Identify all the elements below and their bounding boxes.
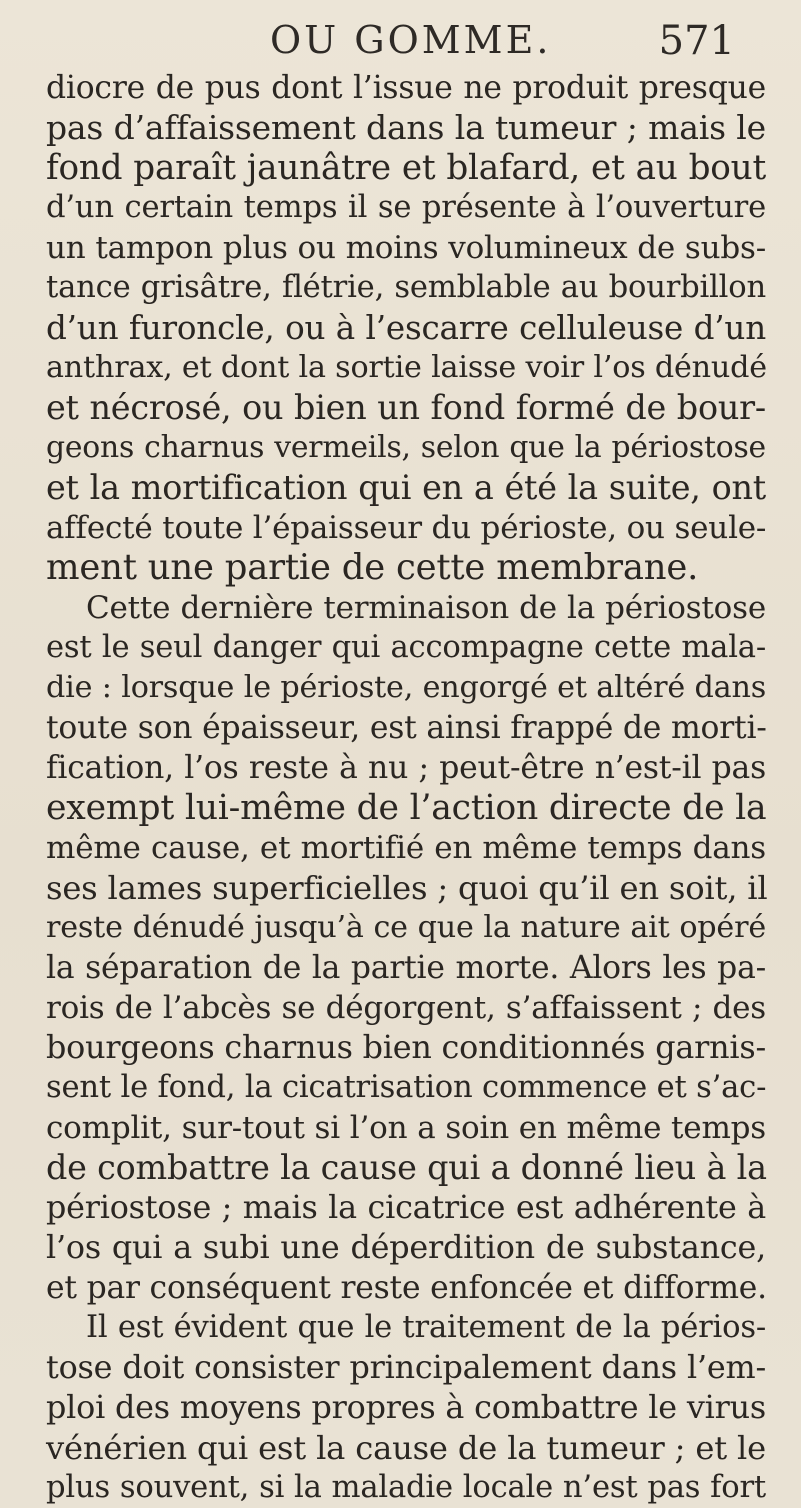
text-line: rois de l’abcès se dégorgent, s’affaissent ; des xyxy=(46,990,766,1026)
text-line: exempt lui-même de l’action directe de la xyxy=(46,788,767,828)
text-line: plus souvent, si la maladie locale n’est pas fort xyxy=(46,1470,766,1505)
text-line: vénérien qui est la cause de la tumeur ; et le xyxy=(46,1429,766,1467)
text-line: Il est évident que le traitement de la périos- xyxy=(86,1310,766,1345)
text-line: anthrax, et dont la sortie laisse voir l’os dénudé xyxy=(46,350,767,385)
text-line: est le seul danger qui accompagne cette mala- xyxy=(46,630,766,665)
body-text xyxy=(46,68,766,1508)
text-line: Cette dernière terminaison de la périostose xyxy=(86,590,766,626)
text-line: diocre de pus dont l’issue ne produit presque xyxy=(46,70,766,106)
text-line: périostose ; mais la cicatrice est adhérente à xyxy=(46,1189,766,1226)
text-line: bourgeons charnus bien conditionnés garnis- xyxy=(46,1029,767,1066)
text-line: d’un certain temps il se présente à l’ouverture xyxy=(46,190,766,225)
text-line: ploi des moyens propres à combattre le virus xyxy=(46,1389,766,1426)
text-line: affecté toute l’épaisseur du périoste, ou seule- xyxy=(46,510,767,546)
text-line: et nécrosé, ou bien un fond formé de bour- xyxy=(46,388,766,427)
text-line: fication, l’os reste à nu ; peut-être n’est-il pas xyxy=(46,750,766,786)
text-line: un tampon plus ou moins volumineux de subs- xyxy=(46,230,766,266)
text-line: fond paraît jaunâtre et blafard, et au bout xyxy=(46,148,766,188)
page-number: 571 xyxy=(658,18,735,64)
text-line: sent le fond, la cicatrisation commence et s’ac- xyxy=(46,1070,767,1105)
text-line: pas d’affaissement dans la tumeur ; mais le xyxy=(46,108,766,147)
page-header xyxy=(270,18,741,68)
text-line: et par conséquent reste enfoncée et difforme. xyxy=(46,1270,767,1306)
text-line: die : lorsque le périoste, engorgé et altéré dans xyxy=(46,670,766,705)
text-line: l’os qui a subi une déperdition de substance, xyxy=(46,1229,766,1266)
text-line: même cause, et mortifié en même temps dans xyxy=(46,830,766,866)
text-line: tance grisâtre, flétrie, semblable au bourbillon xyxy=(46,270,766,305)
text-line: ses lames superficielles ; quoi qu’il en soit, il xyxy=(46,869,768,907)
text-line: d’un furoncle, ou à l’escarre celluleuse d’un xyxy=(46,309,766,347)
text-line: de combattre la cause qui a donné lieu à la xyxy=(46,1148,767,1187)
text-line: ment une partie de cette membrane. xyxy=(46,547,699,588)
text-line: toute son épaisseur, est ainsi frappé de morti- xyxy=(46,710,767,746)
running-head: OU GOMME. xyxy=(270,18,552,62)
text-line: tose doit consister principalement dans l’em- xyxy=(46,1349,766,1386)
text-line: geons charnus vermeils, selon que la périostose xyxy=(46,430,766,465)
text-line: la séparation de la partie morte. Alors les pa- xyxy=(46,950,766,986)
text-line: complit, sur-tout si l’on a soin en même temps xyxy=(46,1110,766,1146)
text-line: et la mortification qui en a été la suite, ont xyxy=(46,468,766,507)
text-line: reste dénudé jusqu’à ce que la nature ait opéré xyxy=(46,910,766,945)
